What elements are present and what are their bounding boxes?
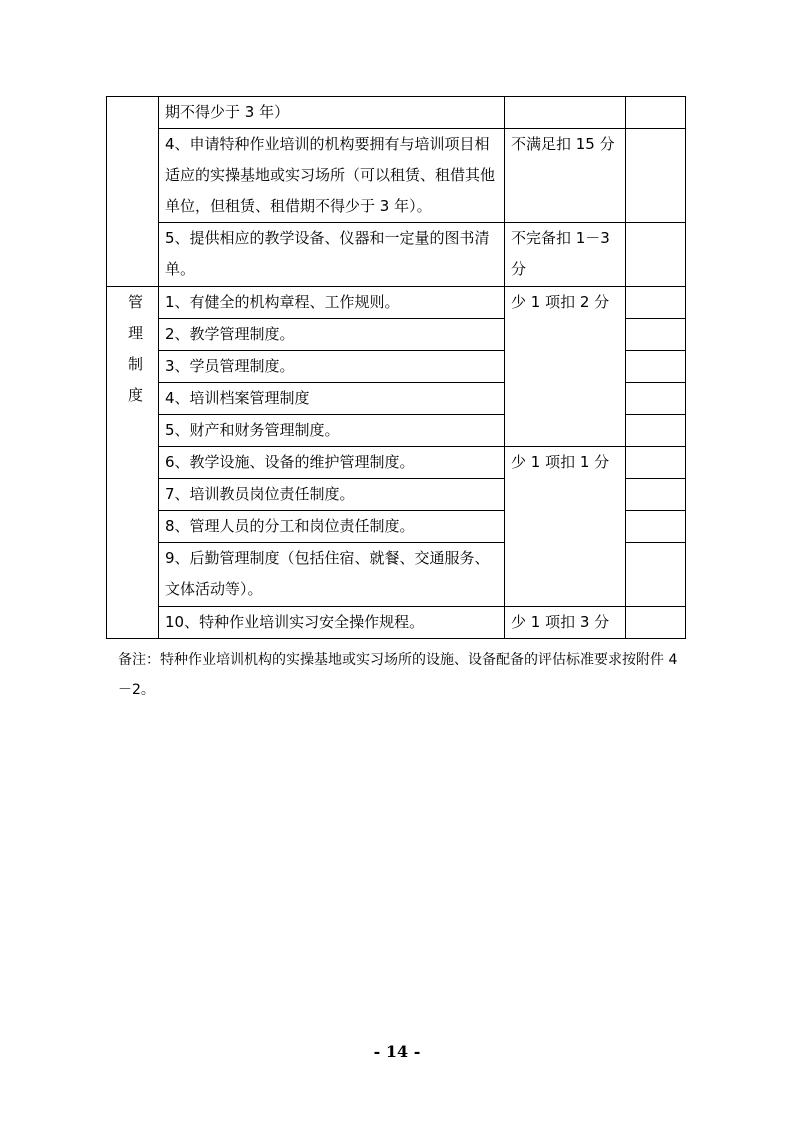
category-char: 管: [127, 293, 143, 311]
score-cell: [626, 129, 686, 223]
table-note: 备注：特种作业培训机构的实操基地或实习场所的设施、设备配备的评估标准要求按附件 4－2。: [118, 652, 678, 698]
content-cell: 4、培训档案管理制度: [159, 383, 505, 415]
content-cell: 1、有健全的机构章程、工作规则。: [159, 287, 505, 319]
score-cell: [626, 543, 686, 607]
score-cell: [626, 415, 686, 447]
score-cell: [626, 479, 686, 511]
category-cell-blank: [107, 97, 159, 287]
score-cell: [626, 511, 686, 543]
content-cell: 2、教学管理制度。: [159, 319, 505, 351]
category-char: 理: [127, 324, 143, 342]
score-cell: [626, 607, 686, 639]
deduction-cell: 不完备扣 1－3 分: [505, 223, 626, 287]
score-cell: [626, 383, 686, 415]
deduction-cell: 少 1 项扣 2 分: [505, 287, 626, 447]
category-char: 制: [127, 355, 143, 373]
score-cell: [626, 351, 686, 383]
content-cell: 8、管理人员的分工和岗位责任制度。: [159, 511, 505, 543]
evaluation-table: [106, 96, 686, 639]
deduction-cell: 少 1 项扣 3 分: [505, 607, 626, 639]
content-cell: 期不得少于 3 年）: [159, 97, 505, 129]
deduction-cell: [505, 97, 626, 129]
deduction-cell: 少 1 项扣 1 分: [505, 447, 626, 607]
category-cell-management: [107, 287, 159, 639]
score-cell: [626, 223, 686, 287]
content-cell: 6、教学设施、设备的维护管理制度。: [159, 447, 505, 479]
page-number: - 14 -: [373, 1042, 421, 1061]
content-cell: 9、后勤管理制度（包括住宿、就餐、交通服务、文体活动等）。: [159, 543, 505, 607]
content-cell: 10、特种作业培训实习安全操作规程。: [159, 607, 505, 639]
score-cell: [626, 447, 686, 479]
deduction-cell: 不满足扣 15 分: [505, 129, 626, 223]
category-char: 度: [127, 386, 143, 404]
content-cell: 5、提供相应的教学设备、仪器和一定量的图书清单。: [159, 223, 505, 287]
content-cell: 7、培训教员岗位责任制度。: [159, 479, 505, 511]
score-cell: [626, 319, 686, 351]
content-cell: 5、财产和财务管理制度。: [159, 415, 505, 447]
score-cell: [626, 287, 686, 319]
content-cell: 4、申请特种作业培训的机构要拥有与培训项目相适应的实操基地或实习场所（可以租赁、租借其他单位，但租赁、租借期不得少于 3 年）。: [159, 129, 505, 223]
content-cell: 3、学员管理制度。: [159, 351, 505, 383]
score-cell: [626, 97, 686, 129]
